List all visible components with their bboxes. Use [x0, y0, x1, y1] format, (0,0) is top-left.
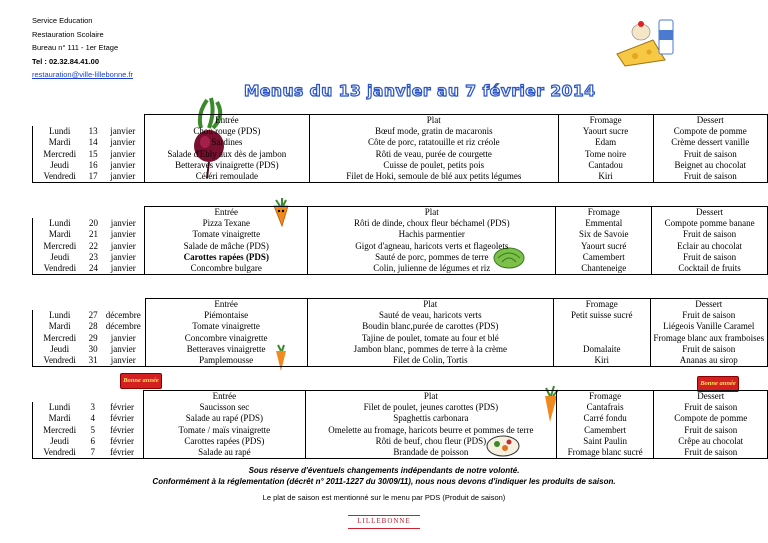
week-menu-table — [32, 206, 768, 275]
plat-item: Filet de Hoki, semoule de blé aux petits légumes — [310, 171, 559, 183]
entree-item: Piémontaise — [145, 310, 307, 321]
entree-item: Pamplemousse — [145, 355, 307, 367]
empty-cell — [86, 115, 100, 127]
fromage-item — [554, 321, 650, 332]
dessert-item: Crème dessert vanille — [653, 137, 767, 148]
dessert-item: Fruit de saison — [652, 252, 768, 263]
fromage-item: Kiri — [558, 171, 653, 183]
plat-item: Gigot d'agneau, haricots verts et flageolets — [308, 241, 556, 252]
month-name: janvier — [100, 241, 144, 252]
entree-item: Tomate / maïs vinaigrette — [143, 425, 305, 436]
plat-item: Sauté de veau, haricots verts — [307, 310, 554, 321]
entree-item: Pizza Texane — [145, 218, 308, 229]
entree-item: Tomate vinaigrette — [145, 321, 307, 332]
day-number: 23 — [88, 251, 98, 262]
empty-cell — [87, 207, 101, 219]
entree-item: Carottes rapées (PDS) — [143, 436, 305, 447]
fromage-header: Fromage — [558, 115, 653, 127]
cheese-dessert-illustration — [605, 14, 685, 70]
day-number: 6 — [90, 435, 95, 446]
empty-cell — [86, 299, 100, 311]
dessert-item: Fruit de saison — [653, 149, 767, 160]
day-row — [33, 137, 768, 148]
dessert-item: Ananas au sirop — [650, 355, 767, 367]
dessert-item: Fromage blanc aux framboises — [650, 333, 767, 344]
dessert-item: Compote pomme banane — [652, 218, 768, 229]
dessert-item: Cocktail de fruits — [652, 263, 768, 275]
day-number: 15 — [88, 148, 98, 159]
month-name: janvier — [100, 263, 144, 275]
empty-cell — [86, 391, 99, 403]
fromage-header: Fromage — [556, 391, 654, 403]
plat-item: Brandade de poisson — [305, 447, 556, 459]
fromage-item: Cantafrais — [556, 402, 654, 413]
day-name: Mardi — [33, 137, 87, 148]
month-name: janvier — [100, 333, 145, 344]
dessert-header: Dessert — [652, 207, 768, 219]
plat-item: Bœuf mode, gratin de macaronis — [310, 126, 559, 137]
entree-item: Salade au rapé (PDS) — [143, 413, 305, 424]
day-row — [33, 263, 768, 275]
dessert-item: Compote de pomme — [653, 126, 767, 137]
plat-header: Plat — [307, 299, 554, 311]
dessert-header: Dessert — [654, 391, 768, 403]
week-menu-table — [32, 298, 768, 367]
day-row — [33, 413, 768, 424]
day-name: Vendredi — [33, 171, 87, 183]
day-number: 24 — [87, 263, 101, 275]
plat-header: Plat — [310, 115, 559, 127]
entree-header: Entrée — [144, 115, 309, 127]
empty-cell — [100, 299, 145, 311]
empty-cell — [33, 115, 87, 127]
month-name: décembre — [100, 310, 145, 321]
fromage-item: Yaourt sucre — [558, 126, 653, 137]
new-year-badge: Bonne année — [120, 373, 162, 389]
day-name: Lundi — [33, 402, 87, 413]
column-header-row — [33, 391, 768, 403]
plat-item: Côte de porc, ratatouille et riz créole — [310, 137, 559, 148]
day-number: 7 — [86, 447, 99, 459]
day-number: 31 — [86, 355, 100, 367]
entree-header: Entrée — [145, 299, 307, 311]
entree-item: Salade de mâche (PDS) — [145, 241, 308, 252]
day-number: 16 — [88, 159, 98, 170]
fromage-item: Edam — [558, 137, 653, 148]
dessert-item: Fruit de saison — [654, 425, 768, 436]
entree-item: Salade au rapé — [143, 447, 305, 459]
day-number: 20 — [88, 218, 98, 229]
day-number: 14 — [88, 137, 98, 148]
month-name: janvier — [100, 344, 145, 355]
day-name: Jeudi — [33, 252, 87, 263]
entree-item: Tomate vinaigrette — [145, 229, 308, 240]
day-name: Mercredi — [33, 425, 87, 436]
day-row — [33, 344, 768, 355]
empty-cell — [100, 207, 144, 219]
day-number: 21 — [88, 229, 98, 240]
month-name: janvier — [100, 252, 144, 263]
fromage-item: Emmental — [556, 218, 652, 229]
day-number: 30 — [88, 343, 98, 354]
day-row — [33, 436, 768, 447]
day-row — [33, 160, 768, 171]
month-name: février — [99, 425, 143, 436]
fromage-item: Domalaite — [554, 344, 650, 355]
plat-item: Cuisse de poulet, petits pois — [310, 160, 559, 171]
dessert-item: Liégeois Vanille Caramel — [650, 321, 767, 332]
entree-item: Céléri remoulade — [144, 171, 309, 183]
phone-number: Tel : 02.32.84.41.00 — [32, 56, 99, 66]
day-row — [33, 321, 768, 332]
week-menu-table — [32, 390, 768, 459]
service-name: Service Education — [32, 16, 93, 25]
fromage-item: Fromage blanc sucré — [556, 447, 654, 459]
day-row — [33, 402, 768, 413]
day-row — [33, 355, 768, 367]
plat-header: Plat — [308, 207, 556, 219]
fromage-item: Kiri — [554, 355, 650, 367]
dessert-header: Dessert — [650, 299, 767, 311]
fromage-item: Saint Paulin — [556, 436, 654, 447]
day-number: 13 — [88, 126, 98, 137]
day-row — [33, 218, 768, 229]
seasonal-product-note: Le plat de saison est mentionné sur le menu par PDS (Produit de saison) — [262, 493, 506, 502]
dessert-item: Fruit de saison — [654, 447, 768, 459]
day-number: 3 — [90, 402, 95, 413]
day-number: 5 — [90, 424, 95, 435]
day-name: Jeudi — [33, 436, 87, 447]
day-row — [33, 171, 768, 183]
regulation-note: Conformément à la réglementation (décrêt n° 2011-1227 du 30/09/11), nous nous devons d'indiquer les produits de saison. — [152, 477, 616, 486]
entree-header: Entrée — [145, 207, 308, 219]
day-name: Mercredi — [33, 149, 87, 160]
dessert-item: Fruit de saison — [653, 171, 767, 183]
day-row — [33, 333, 768, 344]
lillebonne-logo — [348, 513, 420, 533]
day-name: Mardi — [33, 413, 87, 424]
day-number: 4 — [90, 413, 95, 424]
plat-item: Hachis parmentier — [308, 229, 556, 240]
day-name: Lundi — [33, 218, 87, 229]
month-name: février — [99, 413, 143, 424]
column-header-row — [33, 207, 768, 219]
plat-item: Spaghettis carbonara — [305, 413, 556, 424]
fromage-header: Fromage — [556, 207, 652, 219]
fromage-header: Fromage — [554, 299, 650, 311]
entree-item: Betteraves vinaigrette (PDS) — [144, 160, 309, 171]
fromage-item: Chanteneige — [556, 263, 652, 275]
day-number: 17 — [86, 171, 100, 183]
empty-cell — [99, 391, 143, 403]
day-row — [33, 149, 768, 160]
day-number: 22 — [88, 240, 98, 251]
day-name: Mardi — [33, 229, 87, 240]
plat-item: Sauté de porc, pommes de terre — [308, 252, 556, 263]
day-row — [33, 229, 768, 240]
fromage-item — [554, 333, 650, 344]
empty-cell — [100, 115, 144, 127]
entree-item: Saucisson sec — [143, 402, 305, 413]
plat-header: Plat — [305, 391, 556, 403]
dessert-item: Fruit de saison — [650, 310, 767, 321]
dessert-item: Beignet au chocolat — [653, 160, 767, 171]
day-name: Lundi — [33, 126, 87, 137]
disclaimer-note: Sous réserve d'éventuels changements indépendants de notre volonté. — [248, 466, 520, 475]
month-name: janvier — [100, 137, 144, 148]
entree-item: Betteraves vinaigrette — [145, 344, 307, 355]
day-row — [33, 310, 768, 321]
day-name: Mercredi — [33, 333, 87, 344]
column-header-row — [33, 299, 768, 311]
entree-item: Concombre bulgare — [145, 263, 308, 275]
entree-item: Salade d'Ebly aux dès de jambon — [144, 149, 309, 160]
month-name: février — [99, 436, 143, 447]
month-name: février — [99, 447, 143, 459]
page-title: Menus du 13 janvier au 7 février 2014 — [244, 82, 596, 100]
day-name: Mardi — [33, 321, 87, 332]
day-name: Vendredi — [33, 355, 87, 367]
plat-item: Colin, julienne de légumes et riz — [308, 263, 556, 275]
day-row — [33, 447, 768, 459]
entree-item: Chou rouge (PDS) — [144, 126, 309, 137]
new-year-badge: Bonne année — [697, 376, 739, 392]
department-name: Restauration Scolaire — [32, 29, 104, 39]
dessert-item: Fruit de saison — [652, 229, 768, 240]
dessert-item: Crêpe au chocolat — [654, 436, 768, 447]
day-row — [33, 126, 768, 137]
day-name: Jeudi — [33, 160, 87, 171]
office-location: Bureau n° 111 - 1er Etage — [32, 43, 119, 52]
plat-item: Rôti de beuf, chou fleur (PDS) — [305, 436, 556, 447]
month-name: janvier — [100, 355, 145, 367]
fromage-item: Tome noire — [558, 149, 653, 160]
day-name: Mercredi — [33, 241, 87, 252]
column-header-row — [33, 115, 768, 127]
day-row — [33, 252, 768, 263]
fromage-item: Yaourt sucré — [556, 241, 652, 252]
dessert-item: Compote de pomme — [654, 413, 768, 424]
month-name: janvier — [100, 160, 144, 171]
month-name: décembre — [100, 321, 145, 332]
plat-item: Rôti de veau, purée de courgette — [310, 149, 559, 160]
plat-item: Tajine de poulet, tomate au four et blé — [307, 333, 554, 344]
plat-item: Rôti de dinde, choux fleur béchamel (PDS) — [308, 218, 556, 229]
day-row — [33, 241, 768, 252]
day-number: 27 — [88, 310, 98, 321]
fromage-item: Camembert — [556, 252, 652, 263]
month-name: janvier — [100, 149, 144, 160]
dessert-item: Fruit de saison — [650, 344, 767, 355]
email-link[interactable]: restauration@ville-lillebonne.fr — [32, 70, 133, 79]
dessert-item: Eclair au chocolat — [652, 241, 768, 252]
fromage-item: Camembert — [556, 425, 654, 436]
day-number: 28 — [88, 321, 98, 332]
week-menu-table — [32, 114, 768, 183]
month-name: février — [99, 402, 143, 413]
month-name: janvier — [100, 229, 144, 240]
day-name: Jeudi — [33, 344, 87, 355]
month-name: janvier — [100, 126, 144, 137]
header-block — [32, 14, 133, 82]
day-number: 29 — [88, 332, 98, 343]
empty-cell — [33, 207, 87, 219]
fromage-item: Carré fondu — [556, 413, 654, 424]
entree-item: Carottes rapées (PDS) — [145, 252, 308, 263]
month-name: janvier — [100, 171, 144, 183]
empty-cell — [33, 299, 87, 311]
entree-item: Sardines — [144, 137, 309, 148]
dessert-header: Dessert — [653, 115, 767, 127]
empty-cell — [33, 391, 87, 403]
entree-item: Concombre vinaigrette — [145, 333, 307, 344]
plat-item: Boudin blanc,purée de carottes (PDS) — [307, 321, 554, 332]
month-name: janvier — [100, 218, 144, 229]
day-name: Vendredi — [33, 447, 87, 459]
plat-item: Omelette au fromage, haricots beurre et pommes de terre — [305, 425, 556, 436]
fromage-item: Cantadou — [558, 160, 653, 171]
fromage-item: Six de Savoie — [556, 229, 652, 240]
entree-header: Entrée — [143, 391, 305, 403]
plat-item: Jambon blanc, pommes de terre à la crème — [307, 344, 554, 355]
plat-item: Filet de Colin, Tortis — [307, 355, 554, 367]
day-row — [33, 425, 768, 436]
plat-item: Filet de poulet, jeunes carottes (PDS) — [305, 402, 556, 413]
day-name: Lundi — [33, 310, 87, 321]
dessert-item: Fruit de saison — [654, 402, 768, 413]
fromage-item: Petit suisse sucré — [554, 310, 650, 321]
day-name: Vendredi — [33, 263, 87, 275]
logo-text: LILLEBONNE — [357, 517, 411, 525]
